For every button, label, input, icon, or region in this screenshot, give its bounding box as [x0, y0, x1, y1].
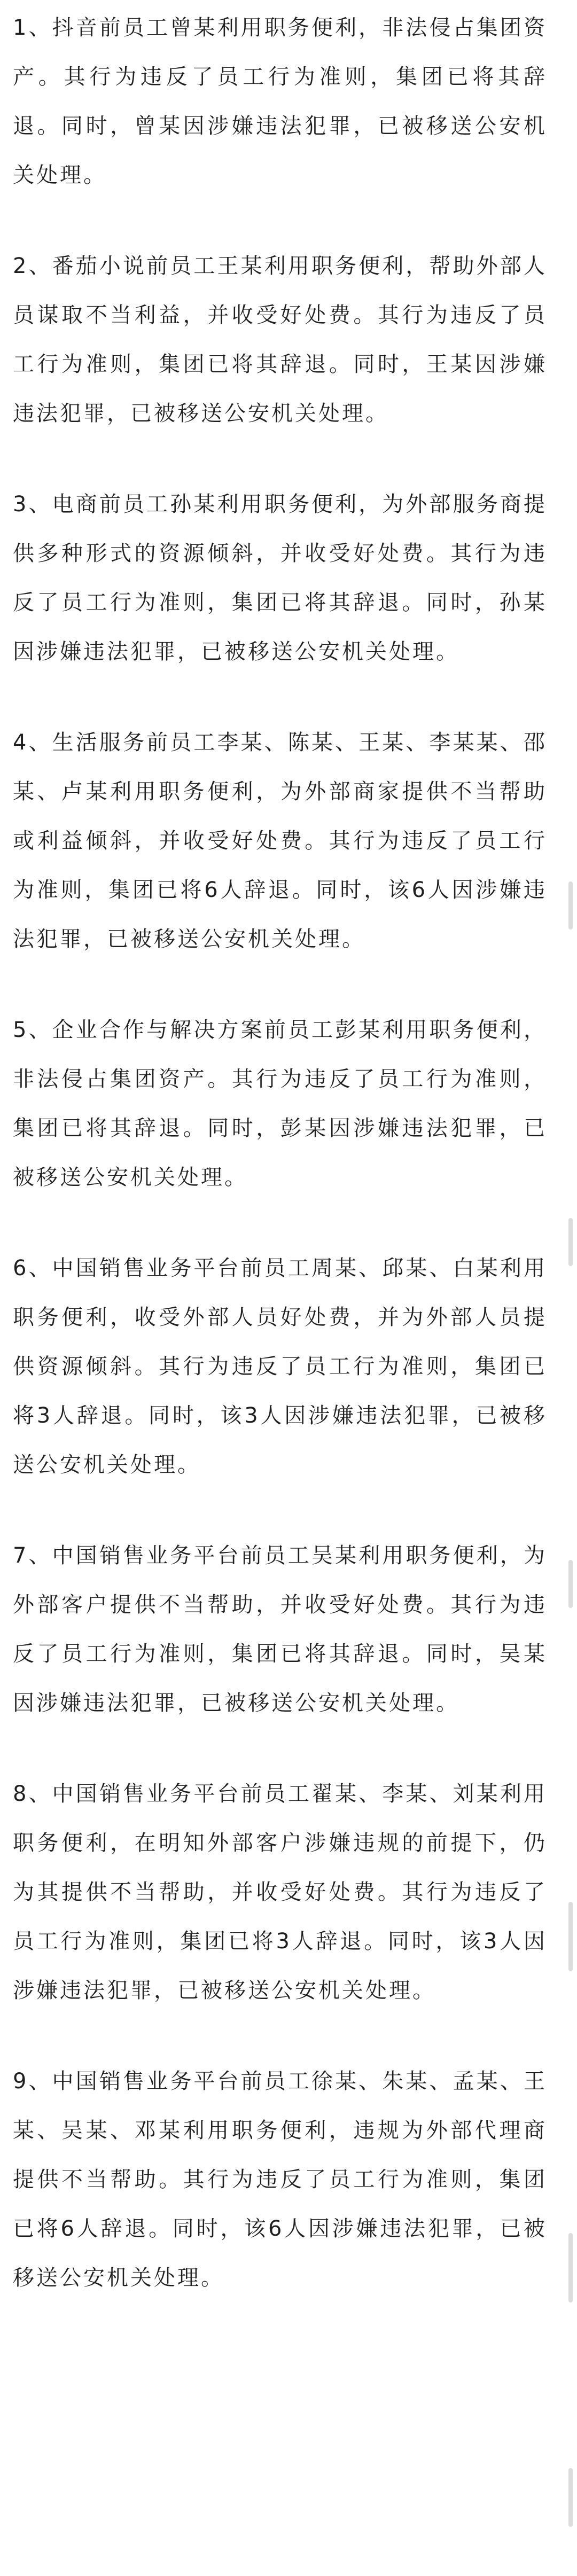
paragraph-3: 3、电商前员工孙某利用职务便利，为外部服务商提供多种形式的资源倾斜，并收受好处费。其行为违反了员工行为准则，集团已将其辞退。同时，孙某因涉嫌违法犯罪，已被移送公安机关处理。: [13, 492, 547, 664]
paragraph-9: 9、中国销售业务平台前员工徐某、朱某、孟某、王某、吴某、邓某利用职务便利，违规为外部代理商提供不当帮助。其行为违反了员工行为准则，集团已将6人辞退。同时，该6人因涉嫌违法犯罪，已被移送公安机关处理。: [13, 2069, 547, 2290]
paragraph-7: 7、中国销售业务平台前员工吴某利用职务便利，为外部客户提供不当帮助，并收受好处费。其行为违反了员工行为准则，集团已将其辞退。同时，吴某因涉嫌违法犯罪，已被移送公安机关处理。: [13, 1543, 547, 1715]
paragraph-4: 4、生活服务前员工李某、陈某、王某、李某某、邵某、卢某利用职务便利，为外部商家提供不当帮助或利益倾斜，并收受好处费。其行为违反了员工行为准则，集团已将6人辞退。同时，该6人因涉嫌违法犯罪，已被移送公安机关处理。: [13, 730, 547, 951]
scroll-indicator: [568, 881, 573, 930]
paragraph-1: 1、抖音前员工曾某利用职务便利，非法侵占集团资产。其行为违反了员工行为准则，集团已将其辞退。同时，曾某因涉嫌违法犯罪，已被移送公安机关处理。: [13, 15, 547, 188]
scroll-indicator: [568, 1218, 573, 1266]
paragraph-6: 6、中国销售业务平台前员工周某、邱某、白某利用职务便利，收受外部人员好处费，并为外部人员提供资源倾斜。其行为违反了员工行为准则，集团已将3人辞退。同时，该3人因涉嫌违法犯罪，已被移送公安机关处理。: [13, 1256, 547, 1477]
paragraph-5: 5、企业合作与解决方案前员工彭某利用职务便利，非法侵占集团资产。其行为违反了员工行为准则，集团已将其辞退。同时，彭某因涉嫌违法犯罪，已被移送公安机关处理。: [13, 1018, 547, 1190]
scroll-indicator: [568, 2468, 573, 2527]
paragraph-8: 8、中国销售业务平台前员工翟某、李某、刘某利用职务便利，在明知外部客户涉嫌违规的前提下，仍为其提供不当帮助，并收受好处费。其行为违反了员工行为准则，集团已将3人辞退。同时，该3人因涉嫌违法犯罪，已被移送公安机关处理。: [13, 1782, 547, 2003]
paragraph-2: 2、番茄小说前员工王某利用职务便利，帮助外部人员谋取不当利益，并收受好处费。其行为违反了员工行为准则，集团已将其辞退。同时，王某因涉嫌违法犯罪，已被移送公安机关处理。: [13, 254, 547, 426]
scroll-indicator: [568, 1560, 573, 1608]
scroll-indicator: [568, 2233, 573, 2302]
scroll-indicator: [568, 1902, 573, 1971]
